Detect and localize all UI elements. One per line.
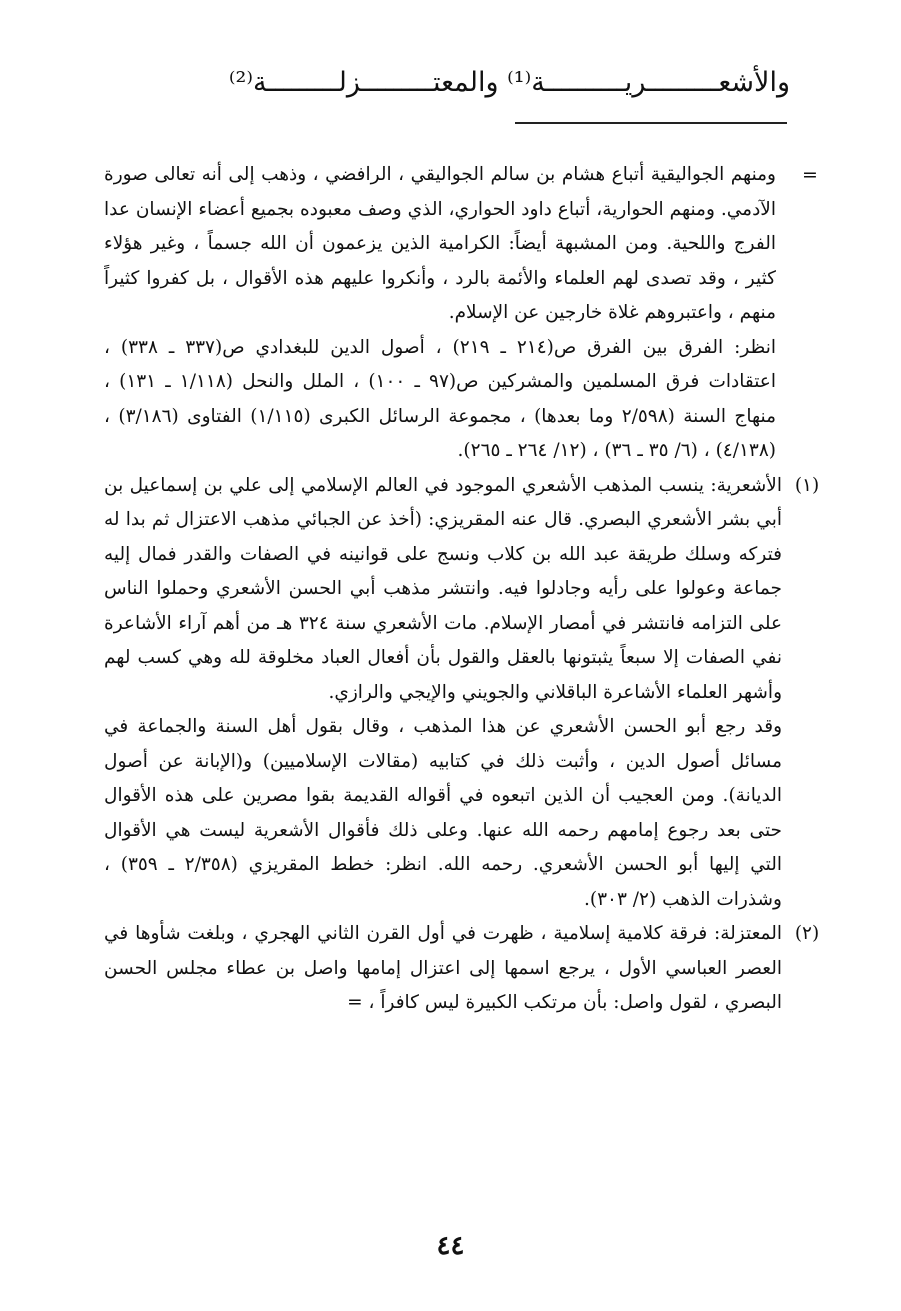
header-rule — [515, 122, 787, 124]
footnote-continued — [104, 158, 824, 469]
footnote-paragraph: المعتزلة: فرقة كلامية إسلامية ، ظهرت في أول القرن الثاني الهجري ، وبلغت شأوها في العصر العباسي الأول ، يرجع اسمها إلى اعتزال إمامها واصل بن عطاء مجلس الحسن البصري ، لقول واصل: بأن مرتكب الكبيرة ليس كافراً ، = — [104, 923, 782, 1013]
continuation-marker: = — [802, 164, 818, 186]
running-header: والأشعـــــــــريــــــــــة⁽¹⁾ والمعتـــــــــزلـــــــــة⁽²⁾ — [228, 67, 790, 98]
footnote-2 — [104, 917, 824, 1021]
footnotes — [104, 158, 824, 1218]
footnote-paragraph: وقد رجع أبو الحسن الأشعري عن هذا المذهب ، وقال بقول أهل السنة والجماعة في مسائل أصول الدين ، وأثبت ذلك في كتابيه (مقالات الإسلاميين) و(الإبانة عن أصول الديانة). ومن العجيب أن الذين اتبعوه في أقواله القديمة بقوا مصرين على هذه الأقوال حتى بعد رجوع إمامهم رحمه الله عنها. وعلى ذلك فأقوال الأشعرية ليست هي الأقوال التي إليها أبو الحسن الأشعري. رحمه الله. انظر: خطط المقريزي (٢/٣٥٨ ـ ٣٥٩) ، وشذرات الذهب (٢/ ٣٠٣). — [104, 716, 783, 910]
page-number: ٤٤ — [436, 1231, 465, 1261]
footnote-references: انظر: الفرق بين الفرق ص(٢١٤ ـ ٢١٩) ، أصول الدين للبغدادي ص(٣٣٧ ـ ٣٣٨) ، اعتقادات فرق المسلمين والمشركين ص(٩٧ ـ ١٠٠) ، الملل والنحل (١/١١٨ ـ ١٣١) ، منهاج السنة (٢/٥٩٨ وما بعدها) ، مجموعة الرسائل الكبرى (١/١١٥) الفتاوى (٣/١٨٦) ، (٤/١٣٨) ، (٦/ ٣٥ ـ ٣٦) ، (١٢/ ٢٦٤ ـ ٢٦٥). — [104, 336, 777, 461]
footnote-paragraph: الأشعرية: ينسب المذهب الأشعري الموجود في العالم الإسلامي إلى علي بن إسماعيل بن أبي بشر الأشعري البصري. قال عنه المقريزي: (أخذ عن الجبائي مذهب الاعتزال ثم بدا له فتركه وسلك طريقة عبد الله بن كلاب ونسج على قوانينه في الصفات والقدر فمال إليه جماعة وعولوا على رأيه وجادلوا فيه. وانتشر مذهب أبي الحسن الأشعري وحملوا الناس على التزامه فانتشر في أمصار الإسلام. مات الأشعري سنة ٣٢٤ هـ من أهم آراء الأشاعرة نفي الصفات إلا سبعاً يثبتونها بالعقل والقول بأن أفعال العباد مخلوقة لله وهي كسب لهم وأشهر العلماء الأشاعرة الباقلاني والجويني والإيجي والرازي. — [104, 474, 782, 703]
footnote-number: (١) — [794, 474, 820, 496]
footnote-number: (٢) — [794, 923, 820, 944]
footnote-1 — [104, 469, 824, 918]
footnote-paragraph: ومنهم الجواليقية أتباع هشام بن سالم الجواليقي ، الرافضي ، وذهب إلى أنه تعالى صورة الآدمي. ومنهم الحوارية، أتباع داود الحواري، الذي وصف معبوده بجميع أعضاء الإنسان عدا الفرج واللحية. ومن المشبهة أيضاً: الكرامية الذين يزعمون أن الله جسماً ، وغير هؤلاء كثير ، وقد تصدى لهم العلماء والأئمة بالرد ، وأنكروا عليهم هذه الأقوال ، بل كفروا كثيراً منهم ، واعتبروهم غلاة خارجين عن الإسلام. — [104, 164, 776, 323]
